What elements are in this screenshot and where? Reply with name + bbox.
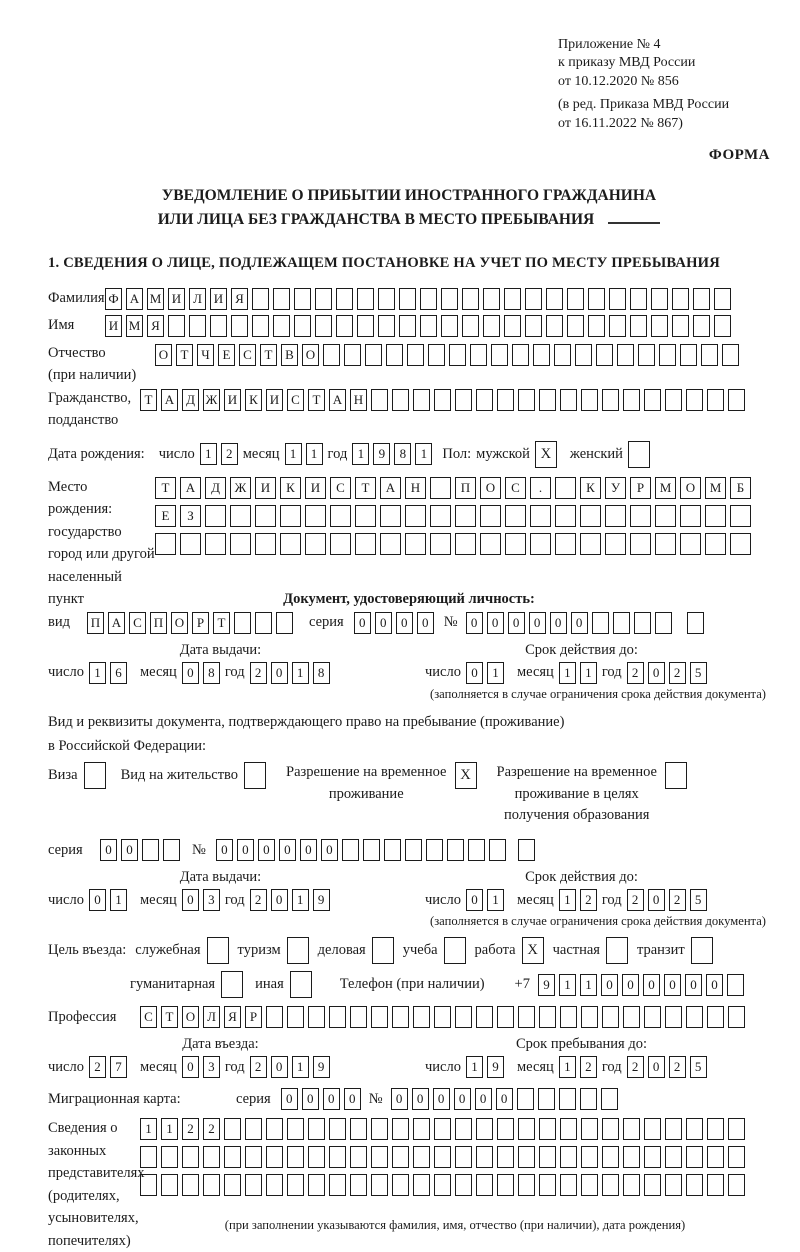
birth-place-line1-input[interactable]: Т А Д Ж И К И С Т А Н П О С . К У Р М О М Б [155,477,751,499]
purpose-other-checkbox[interactable] [290,971,312,998]
surname-row [48,288,770,310]
birth-place-line2-input[interactable]: Е З [155,505,751,527]
doc-issue-year-input[interactable]: 2 0 1 8 [250,662,330,684]
rvp-issue-month-input[interactable]: 0 3 [182,889,220,911]
purpose-tourism-label: туризм [237,942,281,959]
purpose-transit-checkbox[interactable] [691,937,713,964]
day-label: число [425,664,461,681]
section1-heading: 1. СВЕДЕНИЯ О ЛИЦЕ, ПОДЛЕЖАЩЕМ ПОСТАНОВКЕ НА УЧЕТ ПО МЕСТУ ПРЕБЫВАНИЯ [48,254,720,271]
year-label: год [601,1058,622,1075]
purpose-official-label: служебная [135,942,201,959]
given-name-row [48,315,770,337]
doc-series-input[interactable]: 0 0 0 0 [354,612,434,634]
migcard-number-label: № [368,1090,383,1107]
form-title [48,184,770,231]
identity-doc-dates [48,642,770,684]
profession-row [48,1006,770,1028]
residence-permit-checkbox[interactable] [244,762,266,789]
expiry-note: (заполняется в случае ограничения срока действия документа) [430,914,766,929]
temp-residence-checkbox[interactable]: X [455,762,477,789]
sex-female-label: женский [569,445,623,462]
migcard-number-input[interactable]: 0 0 0 0 0 0 [391,1088,618,1110]
year-label: год [224,891,245,908]
day-label: число [158,445,195,462]
expiry-date-heading: Срок действия до: [525,641,638,658]
form-title-line2: ИЛИ ЛИЦА БЕЗ ГРАЖДАНСТВА В МЕСТО ПРЕБЫВАНИЯ [48,208,770,231]
rvp-expiry-day-input[interactable]: 0 1 [466,889,504,911]
patronymic-row [48,343,770,387]
stay-year-input[interactable]: 2 0 2 5 [627,1056,707,1078]
doc-issue-day-input[interactable]: 1 6 [89,662,127,684]
patronymic-label: Отчество (при наличии) [48,344,137,383]
rvp-number-label: № [192,841,206,858]
issue-date-heading: Дата выдачи: [179,869,262,886]
given-name-label: Имя [48,317,75,334]
birth-place-line3-input[interactable] [155,533,751,555]
day-label: число [425,1058,461,1075]
doc-number-label: № [443,614,458,631]
visit-purpose-row [48,937,770,964]
legal-reps-line3-input[interactable] [140,1174,770,1196]
rvp-series-label: серия [48,841,83,858]
legal-reps-note: (при заполнении указываются фамилия, имя, отчество (при наличии), дата рождения) [224,1218,686,1233]
sex-label: Пол: [442,445,472,462]
rvp-expiry-month-input[interactable]: 1 2 [559,889,597,911]
purpose-humanitarian-label: гуманитарная [130,976,216,993]
birth-date-label: Дата рождения: [48,445,145,462]
purpose-transit-label: транзит [636,942,685,959]
purpose-tourism-checkbox[interactable] [287,937,309,964]
temp-residence-label: Разрешение на временное проживание [286,763,447,802]
form-title-line1: УВЕДОМЛЕНИЕ О ПРИБЫТИИ ИНОСТРАННОГО ГРАЖДАНИНА [161,187,657,205]
rvp-expiry-year-input[interactable]: 2 0 2 5 [627,889,707,911]
surname-input[interactable]: Ф А М И Л И Я [105,288,731,310]
temp-residence-edu-label: Разрешение на временное проживание в целях получения образования [496,763,657,824]
doc-number-tail-input[interactable] [687,612,704,634]
surname-label: Фамилия [48,290,105,307]
amendment-line: от 16.11.2022 № 867) [558,115,683,131]
purpose-other-label: иная [255,976,284,993]
migration-card-row [48,1088,770,1110]
rvp-number-input[interactable]: 0 0 0 0 0 0 [216,839,506,861]
appendix-line: от 10.12.2020 № 856 [558,73,679,89]
visa-label: Виза [48,766,78,783]
year-label: год [601,891,622,908]
amendment-line: (в ред. Приказа МВД России [558,97,730,113]
stay-until-heading: Срок пребывания до: [516,1036,647,1053]
phone-prefix: +7 [514,976,530,993]
entry-year-input[interactable]: 2 0 1 9 [250,1056,330,1078]
purpose-humanitarian-checkbox[interactable] [221,971,243,998]
purpose-study-checkbox[interactable] [444,937,466,964]
expiry-date-heading: Срок действия до: [525,869,638,886]
residence-permit-label: Вид на жительство [120,766,239,783]
temp-residence-edu-checkbox[interactable] [665,762,687,789]
legal-reps-line1-input[interactable]: 1 1 2 2 [140,1118,770,1140]
rvp-issue-day-input[interactable]: 0 1 [89,889,127,911]
appendix-line: к приказу МВД России [558,55,696,71]
patronymic-input[interactable]: О Т Ч Е С Т В О [155,344,739,366]
residence-doc-options [48,762,770,827]
purpose-official-checkbox[interactable] [207,937,229,964]
year-label: год [601,664,622,681]
identity-doc-row [48,612,770,634]
visit-purpose-label: Цель въезда: [48,942,127,959]
day-label: число [48,664,84,681]
legal-reps-line2-input[interactable] [140,1146,770,1168]
residence-doc-intro: Вид и реквизиты документа, подтверждающего право на пребывание (проживание) в Российской Федерации: [48,713,565,755]
expiry-note: (заполняется в случае ограничения срока действия документа) [430,686,766,701]
citizenship-label: Гражданство, подданство [48,390,132,429]
day-label: число [48,891,84,908]
doc-type-label: вид [48,614,70,631]
month-label: месяц [139,891,177,908]
rvp-series-input[interactable]: 0 0 [100,839,180,861]
doc-series-label: серия [309,614,344,631]
phone-input[interactable]: 9 1 1 0 0 0 0 0 0 [538,974,744,996]
issue-date-heading: Дата выдачи: [179,641,262,658]
form-label: ФОРМА [708,147,770,164]
residence-doc-dates [48,869,770,911]
month-label: месяц [516,664,554,681]
migration-card-label: Миграционная карта: [48,1090,181,1107]
birth-place-label: Место рождения: государство город или другой населенный пункт [48,478,155,608]
migcard-series-label: серия [236,1090,271,1107]
year-label: год [224,1058,245,1075]
day-label: число [48,1058,84,1075]
entry-month-input[interactable]: 0 3 [182,1056,220,1078]
purpose-business-checkbox[interactable] [372,937,394,964]
doc-number-input[interactable]: 0 0 0 0 0 0 [466,612,672,634]
month-label: месяц [242,445,280,462]
doc-expiry-year-input[interactable]: 2 0 2 5 [627,662,707,684]
doc-issue-month-input[interactable]: 0 8 [182,662,220,684]
stay-month-input[interactable]: 1 2 [559,1056,597,1078]
purpose-study-label: учеба [402,942,438,959]
title-blank-line [608,222,660,224]
doc-type-input[interactable]: П А С П О Р Т [87,612,293,634]
rvp-issue-year-input[interactable]: 2 0 1 9 [250,889,330,911]
purpose-phone-row [130,971,770,998]
entry-day-input[interactable]: 2 7 [89,1056,127,1078]
appendix-header [558,36,770,133]
profession-label: Профессия [48,1008,117,1025]
year-label: год [327,445,348,462]
year-label: год [224,664,245,681]
sex-female-checkbox[interactable] [628,441,650,468]
purpose-private-label: частная [552,942,600,959]
residence-doc-serial-row [48,839,770,861]
appendix-line: Приложение № 4 [558,37,661,52]
sex-male-label: мужской [476,445,530,462]
month-label: месяц [516,1058,554,1075]
entry-dates-row [48,1036,770,1078]
birth-day-input[interactable]: 1 2 [200,443,238,465]
birth-year-input[interactable]: 1 9 8 1 [352,443,432,465]
day-label: число [425,891,461,908]
entry-date-heading: Дата въезда: [182,1036,259,1053]
rvp-number-tail-input[interactable] [518,839,535,861]
doc-expiry-day-input[interactable]: 0 1 [466,662,504,684]
month-label: месяц [516,891,554,908]
stay-day-input[interactable]: 1 9 [466,1056,504,1078]
legal-reps-label: Сведения о законных представителях (родителях, усыновителях, попечителях) [48,1120,145,1249]
legal-reps-row [48,1117,770,1252]
identity-doc-heading: Документ, удостоверяющий личность: [283,590,535,607]
purpose-business-label: деловая [317,942,366,959]
purpose-private-checkbox[interactable] [606,937,628,964]
month-label: месяц [139,1058,177,1075]
month-label: месяц [139,664,177,681]
birth-date-row [48,441,770,468]
citizenship-row [48,388,770,432]
migcard-series-input[interactable]: 0 0 0 0 [281,1088,361,1110]
citizenship-input[interactable]: Т А Д Ж И К И С Т А Н [140,389,745,411]
phone-label: Телефон (при наличии) [339,976,485,993]
doc-expiry-month-input[interactable]: 1 1 [559,662,597,684]
visa-checkbox[interactable] [84,762,106,789]
profession-input[interactable]: С Т О Л Я Р [140,1006,745,1028]
birth-month-input[interactable]: 1 1 [285,443,323,465]
purpose-work-checkbox[interactable]: X [522,937,544,964]
given-name-input[interactable]: И М Я [105,315,731,337]
purpose-work-label: работа [474,942,516,959]
sex-male-checkbox[interactable]: X [535,441,557,468]
